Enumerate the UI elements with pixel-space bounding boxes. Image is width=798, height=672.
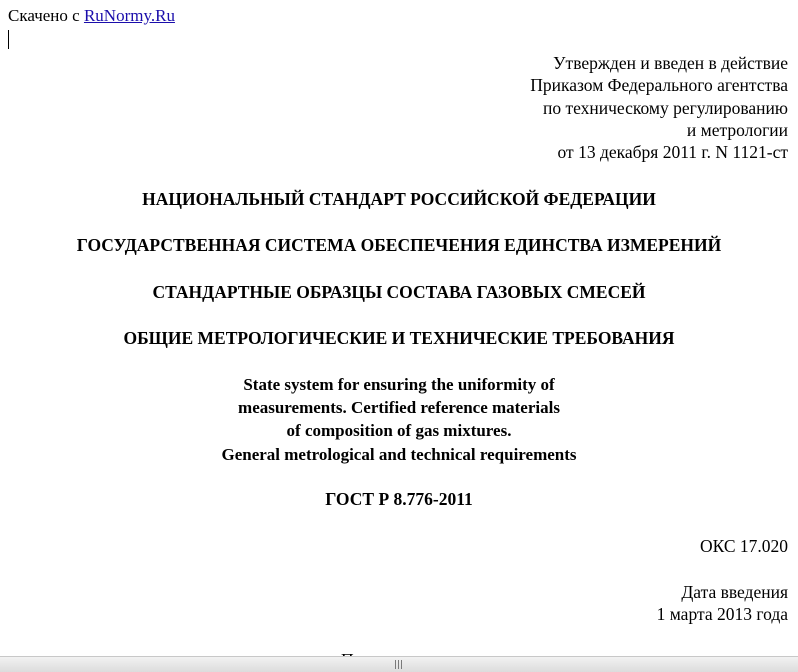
english-title [0,373,798,466]
national-standard-heading: НАЦИОНАЛЬНЫЙ СТАНДАРТ РОССИЙСКОЙ ФЕДЕРАЦИИ [142,189,656,209]
approval-line: от 13 декабря 2011 г. N 1121-ст [557,142,788,163]
introduction-date: 1 марта 2013 года [656,604,788,624]
introduction-label: Дата введения [681,582,788,602]
source-link[interactable]: RuNormy.Ru [83,6,175,25]
requirements-heading: ОБЩИЕ МЕТРОЛОГИЧЕСКИЕ И ТЕХНИЧЕСКИЕ ТРЕБОВАНИЯ [123,328,675,348]
approval-line: Утвержден и введен в действие [553,53,788,73]
approval-block [530,52,788,163]
subject-heading: СТАНДАРТНЫЕ ОБРАЗЦЫ СОСТАВА ГАЗОВЫХ СМЕСЕЙ [152,282,646,302]
gost-designation: ГОСТ Р 8.776-2011 [325,489,473,509]
source-line [8,6,175,26]
english-title-line: State system for ensuring the uniformity of [243,375,555,394]
english-title-line: of composition of gas mixtures. [286,421,512,441]
english-title-line: General metrological and technical requirements [221,444,577,464]
approval-line: Приказом Федерального агентства [530,75,788,96]
english-title-line: measurements. Certified reference materials [238,398,560,418]
approval-line: по техническому регулированию [542,97,788,118]
approval-line: и метрологии [686,119,788,140]
scrollbar-grip-icon[interactable] [392,660,404,669]
system-heading: ГОСУДАРСТВЕННАЯ СИСТЕМА ОБЕСПЕЧЕНИЯ ЕДИНСТВА ИЗМЕРЕНИЙ [76,235,722,255]
source-prefix: Скачено с [8,6,80,25]
horizontal-scrollbar[interactable] [0,656,798,672]
text-cursor [8,30,9,49]
oks-code: ОКС 17.020 [699,536,788,556]
